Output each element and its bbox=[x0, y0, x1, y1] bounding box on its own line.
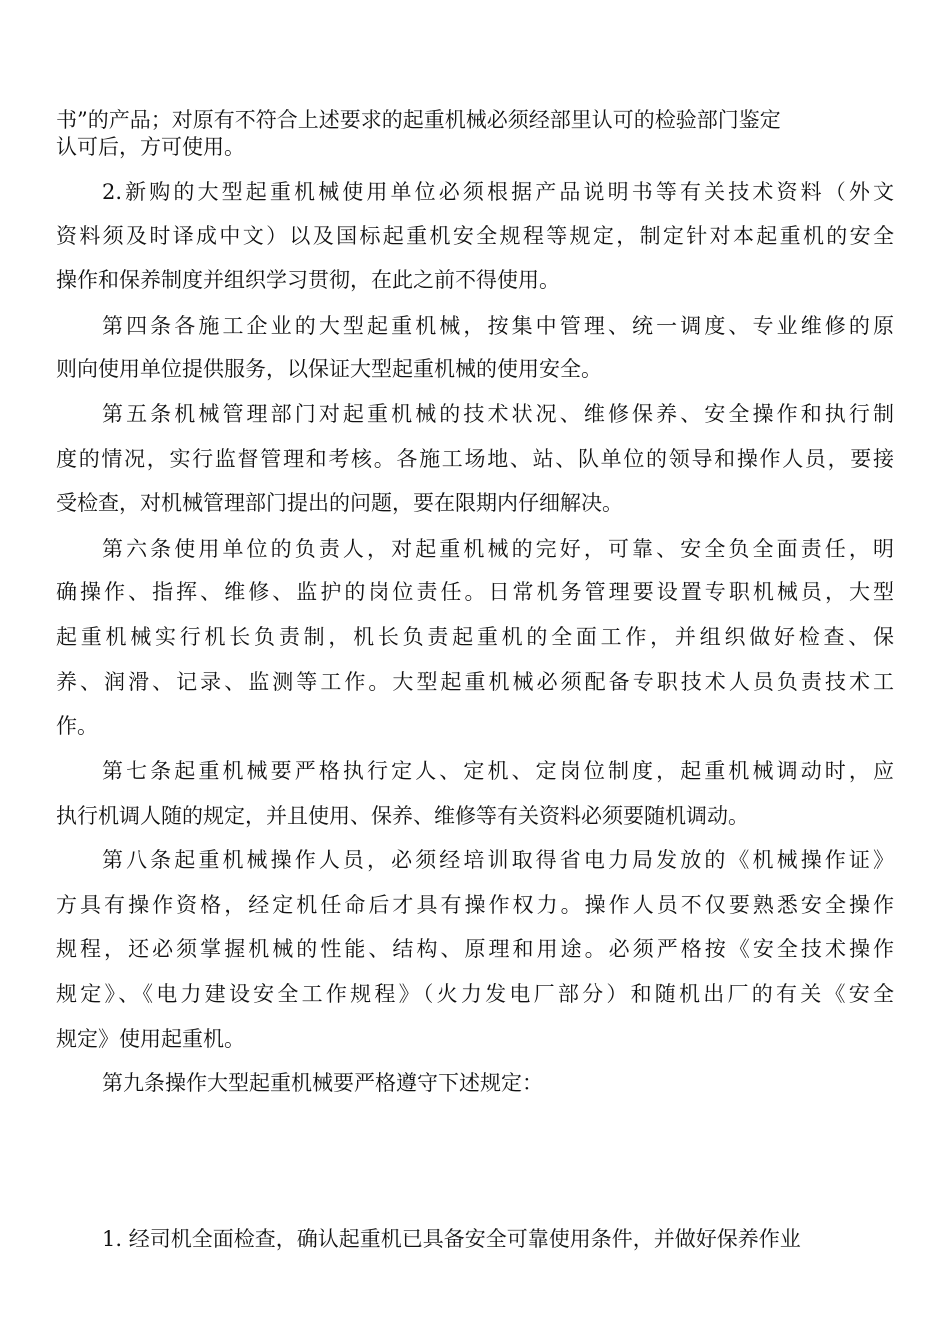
text-line-15: 作。 bbox=[56, 714, 98, 738]
text-line-1: 书”的产品；对原有不符合上述要求的起重机械必须经部里认可的检验部门鉴定 bbox=[56, 108, 781, 132]
text-line-20: 规程，还必须掌握机械的性能、结构、原理和用途。必须严格按《安全技术操作 bbox=[56, 937, 894, 961]
text-line-3: 2.新购的大型起重机械使用单位必须根据产品说明书等有关技术资料（外文 bbox=[102, 180, 894, 204]
text-line-8: 第五条机械管理部门对起重机械的技术状况、维修保养、安全操作和执行制 bbox=[102, 402, 894, 426]
text-line-19: 方具有操作资格，经定机任命后才具有操作权力。操作人员不仅要熟悉安全操作 bbox=[56, 893, 894, 917]
text-line-11: 第六条使用单位的负责人，对起重机械的完好，可靠、安全负全面责任，明 bbox=[102, 537, 894, 561]
text-line-18: 第八条起重机械操作人员，必须经培训取得省电力局发放的《机械操作证》 bbox=[102, 848, 894, 872]
text-line-13: 起重机械实行机长负责制，机长负责起重机的全面工作，并组织做好检查、保 bbox=[56, 625, 894, 649]
text-line-23: 第九条操作大型起重机械要严格遵守下述规定： bbox=[102, 1071, 543, 1095]
text-line-6: 第四条各施工企业的大型起重机械，按集中管理、统一调度、专业维修的原 bbox=[102, 314, 894, 338]
text-line-5: 操作和保养制度并组织学习贯彻，在此之前不得使用。 bbox=[56, 268, 560, 292]
text-line-17: 执行机调人随的规定，并且使用、保养、维修等有关资料必须要随机调动。 bbox=[56, 804, 749, 828]
text-line-24: 1. 经司机全面检查，确认起重机已具备安全可靠使用条件，并做好保养作业 bbox=[102, 1227, 801, 1251]
text-line-22: 规定》使用起重机。 bbox=[56, 1027, 245, 1051]
text-line-9: 度的情况，实行监督管理和考核。各施工场地、站、队单位的领导和操作人员，要接 bbox=[56, 447, 894, 471]
text-line-12: 确操作、指挥、维修、监护的岗位责任。日常机务管理要设置专职机械员，大型 bbox=[56, 580, 894, 604]
text-line-2: 认可后，方可使用。 bbox=[56, 135, 245, 159]
text-line-21: 规定》、《电力建设安全工作规程》（火力发电厂部分）和随机出厂的有关《安全 bbox=[56, 982, 894, 1006]
text-line-14: 养、润滑、记录、监测等工作。大型起重机械必须配备专职技术人员负责技术工 bbox=[56, 670, 894, 694]
text-line-7: 则向使用单位提供服务，以保证大型起重机械的使用安全。 bbox=[56, 357, 602, 381]
text-line-10: 受检查，对机械管理部门提出的问题，要在限期内仔细解决。 bbox=[56, 491, 623, 515]
text-line-16: 第七条起重机械要严格执行定人、定机、定岗位制度，起重机械调动时，应 bbox=[102, 759, 894, 783]
text-line-4: 资料须及时译成中文）以及国标起重机安全规程等规定，制定针对本起重机的安全 bbox=[56, 224, 894, 248]
